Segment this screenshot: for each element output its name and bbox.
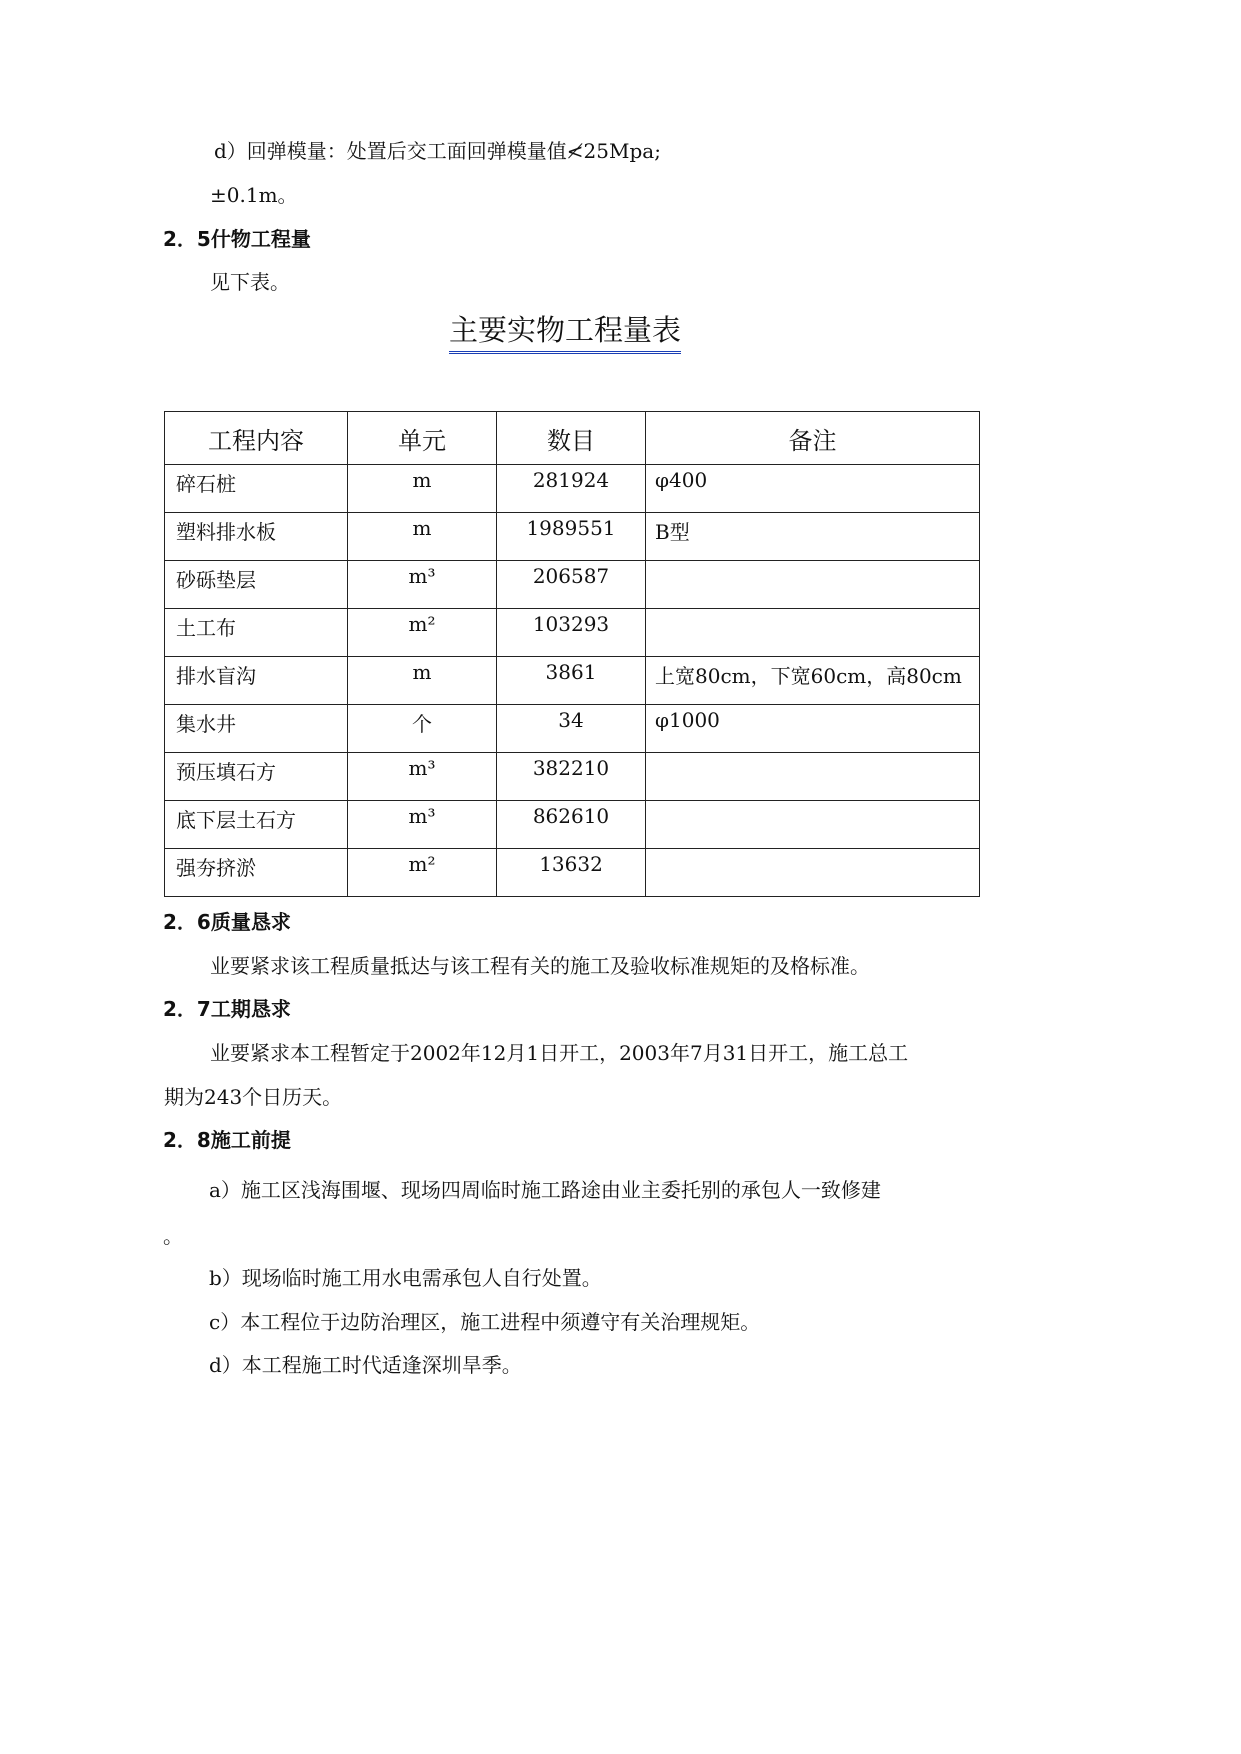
paragraph-rebound-modulus: d）回弹模量：处置后交工面回弹模量值≮25Mpa; — [214, 139, 661, 163]
cell-count: 862610 — [497, 801, 646, 849]
cell-note: B型 — [646, 513, 980, 561]
cell-count: 13632 — [497, 849, 646, 897]
cell-count: 1989551 — [497, 513, 646, 561]
cell-unit: m³ — [348, 561, 497, 609]
heading-2-5: 2．5什物工程量 — [163, 227, 311, 251]
paragraph-see-table: 见下表。 — [210, 270, 290, 294]
cell-unit: m — [348, 657, 497, 705]
table-row — [165, 513, 980, 561]
table-title: 主要实物工程量表 — [0, 310, 1130, 354]
quantity-table — [164, 411, 980, 897]
table-row — [165, 849, 980, 897]
cell-unit: m³ — [348, 801, 497, 849]
table-row — [165, 609, 980, 657]
cell-name: 预压填石方 — [165, 753, 348, 801]
header-note: 备注 — [646, 412, 980, 465]
heading-2-8: 2．8施工前提 — [163, 1128, 291, 1152]
cell-name: 砂砾垫层 — [165, 561, 348, 609]
header-unit: 单元 — [348, 412, 497, 465]
table-row — [165, 705, 980, 753]
cell-note: 上宽80cm，下宽60cm，高80cm — [646, 657, 980, 705]
cell-note — [646, 609, 980, 657]
table-row — [165, 753, 980, 801]
paragraph-condition-d: d）本工程施工时代适逢深圳旱季。 — [209, 1353, 522, 1377]
paragraph-condition-b: b）现场临时施工用水电需承包人自行处置。 — [209, 1266, 602, 1290]
table-row — [165, 801, 980, 849]
cell-count: 281924 — [497, 465, 646, 513]
paragraph-condition-c: c）本工程位于边防治理区，施工进程中须遵守有关治理规矩。 — [209, 1310, 761, 1334]
cell-unit: m — [348, 465, 497, 513]
paragraph-schedule-2: 期为243个日历天。 — [164, 1085, 343, 1109]
heading-2-6: 2．6质量恳求 — [163, 910, 291, 934]
cell-name: 土工布 — [165, 609, 348, 657]
cell-note — [646, 849, 980, 897]
cell-note — [646, 561, 980, 609]
cell-name: 集水井 — [165, 705, 348, 753]
heading-2-7: 2．7工期恳求 — [163, 997, 291, 1021]
cell-unit: m² — [348, 849, 497, 897]
cell-unit: m³ — [348, 753, 497, 801]
cell-unit: m² — [348, 609, 497, 657]
table-header-row — [165, 412, 980, 465]
cell-name: 强夯挤淤 — [165, 849, 348, 897]
cell-name: 碎石桩 — [165, 465, 348, 513]
header-content: 工程内容 — [165, 412, 348, 465]
paragraph-schedule-1: 业要紧求本工程暂定于2002年12月1日开工，2003年7月31日开工，施工总工 — [210, 1041, 909, 1065]
cell-unit: 个 — [348, 705, 497, 753]
cell-name: 排水盲沟 — [165, 657, 348, 705]
cell-count: 382210 — [497, 753, 646, 801]
paragraph-condition-a: a）施工区浅海围堰、现场四周临时施工路途由业主委托别的承包人一致修建 — [209, 1178, 881, 1202]
paragraph-quality: 业要紧求该工程质量抵达与该工程有关的施工及验收标准规矩的及格标准。 — [210, 954, 870, 978]
cell-count: 3861 — [497, 657, 646, 705]
cell-count: 206587 — [497, 561, 646, 609]
cell-note — [646, 801, 980, 849]
cell-count: 34 — [497, 705, 646, 753]
cell-count: 103293 — [497, 609, 646, 657]
cell-unit: m — [348, 513, 497, 561]
header-count: 数目 — [497, 412, 646, 465]
cell-name: 底下层土石方 — [165, 801, 348, 849]
paragraph-tolerance: ±0.1m。 — [210, 183, 298, 207]
cell-name: 塑料排水板 — [165, 513, 348, 561]
table-row — [165, 465, 980, 513]
cell-note: φ400 — [646, 465, 980, 513]
paragraph-condition-a-tail: 。 — [163, 1224, 183, 1248]
table-row — [165, 657, 980, 705]
table-row — [165, 561, 980, 609]
cell-note: φ1000 — [646, 705, 980, 753]
cell-note — [646, 753, 980, 801]
